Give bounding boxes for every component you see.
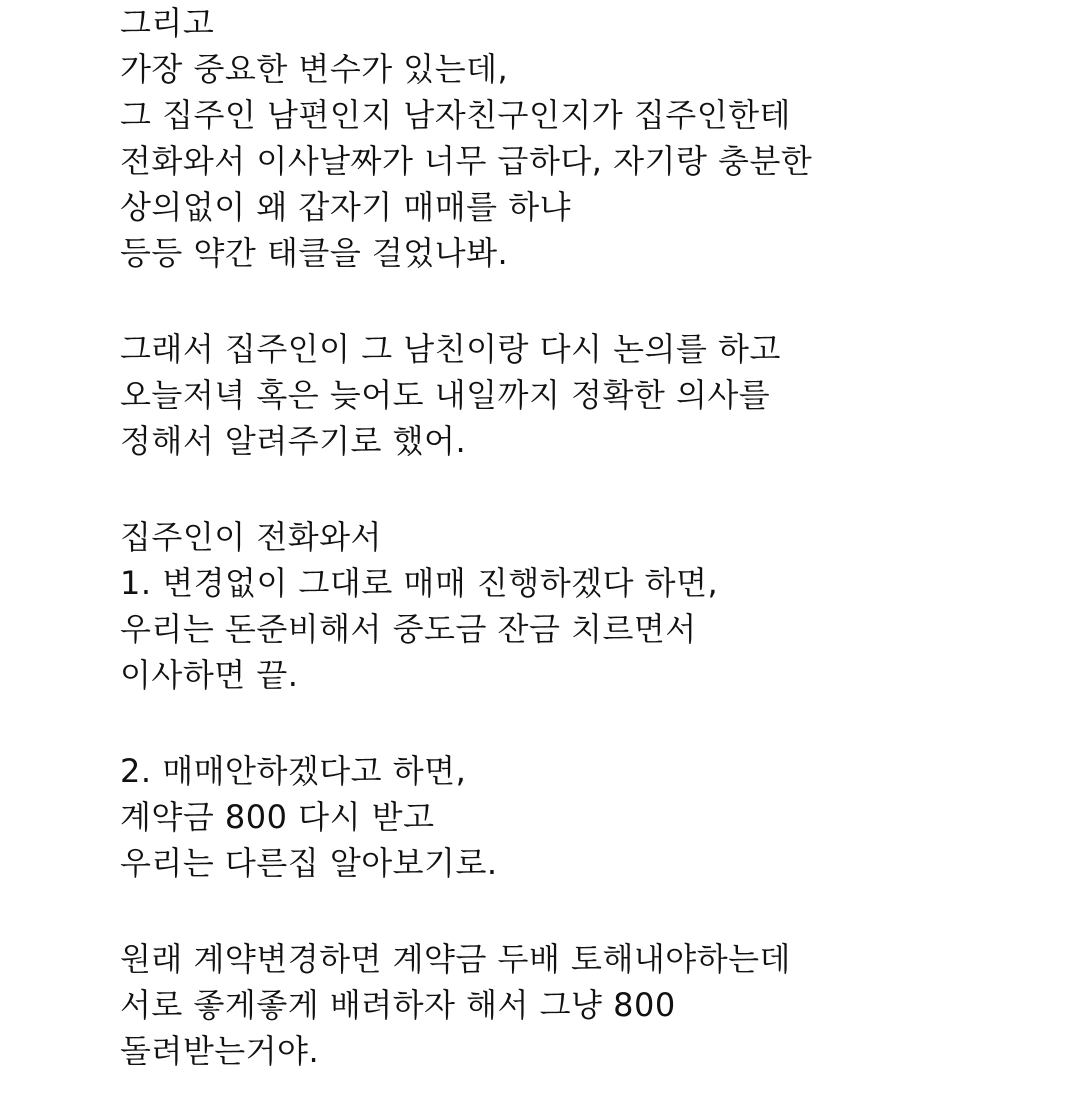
text-line: 집주인이 전화와서: [120, 518, 382, 556]
paragraph-3: [120, 514, 1060, 698]
text-line: 돌려받는거야.: [120, 1032, 320, 1070]
text-line: 등등 약간 태클을 걸었나봐.: [120, 234, 509, 272]
text-line: 오늘저녁 혹은 늦어도 내일까지 정확한 의사를: [120, 376, 771, 414]
text-line: 가장 중요한 변수가 있는데,: [120, 50, 509, 88]
text-line: 우리는 다른집 알아보기로.: [120, 844, 498, 882]
paragraph-spacer: [120, 698, 1060, 748]
text-line: 서로 좋게좋게 배려하자 해서 그냥 800: [120, 986, 676, 1024]
text-line: 정해서 알려주기로 했어.: [120, 422, 467, 460]
text-line: 상의없이 왜 갑자기 매매를 하냐: [120, 188, 572, 226]
text-line: 그리고: [120, 4, 215, 42]
text-line: 그래서 집주인이 그 남친이랑 다시 논의를 하고: [120, 330, 781, 368]
text-line: 계약금 800 다시 받고: [120, 798, 435, 836]
paragraph-spacer: [120, 464, 1060, 514]
text-line: 우리는 돈준비해서 중도금 잔금 치르면서: [120, 610, 697, 648]
text-line: 1. 변경없이 그대로 매매 진행하겠다 하면,: [120, 564, 719, 602]
paragraph-spacer: [120, 886, 1060, 936]
text-line: 그 집주인 남편인지 남자친구인지가 집주인한테: [120, 96, 791, 134]
paragraph-4: [120, 748, 1060, 886]
text-line: 전화와서 이사날짜가 너무 급하다, 자기랑 충분한: [120, 142, 813, 180]
paragraph-5: [120, 936, 1060, 1074]
text-line: 원래 계약변경하면 계약금 두배 토해내야하는데: [120, 940, 791, 978]
text-line: 이사하면 끝.: [120, 656, 299, 694]
paragraph-1: [120, 0, 1060, 276]
paragraph-2: [120, 326, 1060, 464]
paragraph-spacer: [120, 276, 1060, 326]
message-body: [120, 0, 1060, 1074]
text-line: 2. 매매안하겠다고 하면,: [120, 752, 467, 790]
